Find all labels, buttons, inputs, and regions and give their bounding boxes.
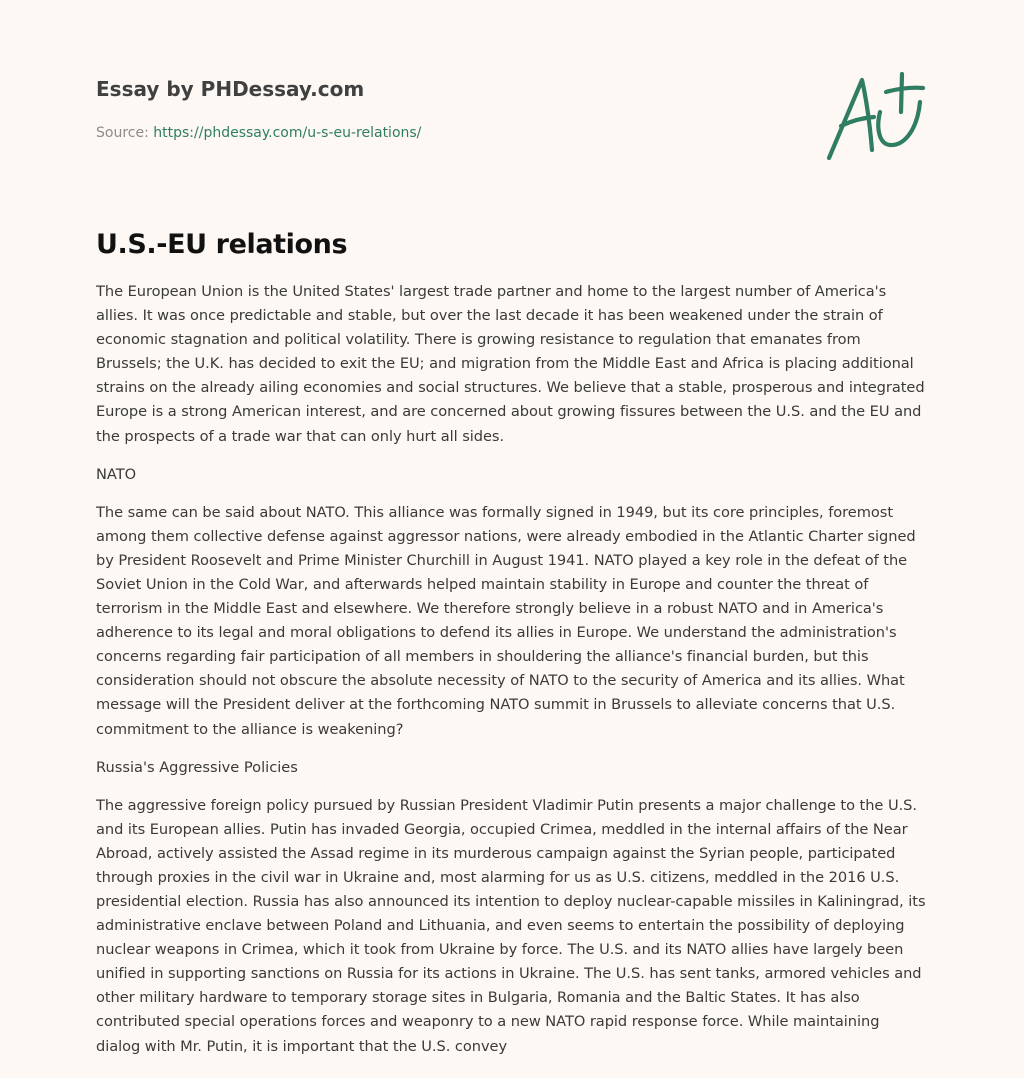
a-plus-logo-icon — [824, 66, 928, 164]
paragraph-nato: The same can be said about NATO. This alliance was formally signed in 1949, but its core principles, foremost among them collective defense against aggressor nations, were already embodied in the Atlantic Charter signed by President Roosevelt and Prime Minister Churchill in August 1941. NATO played a key role in the defeat of the Soviet Union in the Cold War, and afterwards helped maintain stability in Europe and counter the threat of terrorism in the Middle East and elsewhere. We therefore strongly believe in a robust NATO and in America's adherence to its legal and moral obligations to defend its allies in Europe. We understand the administration's concerns regarding fair participation of all members in shouldering the alliance's financial burden, but this consideration should not obscure the absolute necessity of NATO to the security of America and its allies. What message will the President deliver at the forthcoming NATO summit in Brussels to alleviate concerns that U.S. commitment to the alliance is weakening? — [96, 503, 916, 738]
source-label: Source: — [96, 125, 154, 141]
article-title: U.S.-EU relations — [96, 229, 348, 260]
page-header — [96, 74, 928, 184]
source-link[interactable]: https://phdessay.com/u-s-eu-relations/ — [153, 125, 422, 141]
paragraph-intro: The European Union is the United States' largest trade partner and home to the largest number of America's allies. It was once predictable and stable, but over the last decade it has been weakened under the strain of economic stagnation and political volatility. There is growing resistance to regulation that emanates from Brussels; the U.K. has decided to exit the EU; and migration from the Middle East and Africa is placing additional strains on the already ailing economies and social structures. We believe that a stable, prosperous and integrated Europe is a strong American interest, and are concerned about growing fissures between the U.S. and the EU and the prospects of a trade war that can only hurt all sides. — [96, 283, 925, 445]
paragraph-russia: The aggressive foreign policy pursued by Russian President Vladimir Putin presents a major challenge to the U.S. and its European allies. Putin has invaded Georgia, occupied Crimea, meddled in the internal affairs of the Near Abroad, actively assisted the Assad regime in its murderous campaign against the Syrian people, participated through proxies in the civil war in Ukraine and, most alarming for us as U.S. citizens, meddled in the 2016 U.S. presidential election. Russia has also announced its intention to deploy nuclear-capable missiles in Kaliningrad, its administrative enclave between Poland and Lithuania, and even seems to entertain the possibility of deploying nuclear weapons in Crimea, which it took from Ukraine by force. The U.S. and its NATO allies have largely been unified in supporting sanctions on Russia for its actions in Ukraine. The U.S. has sent tanks, armored vehicles and other military hardware to temporary storage sites in Bulgaria, Romania and the Baltic States. It has also contributed special operations forces and weaponry to a new NATO rapid response force. While maintaining dialog with Mr. Putin, it is important that the U.S. convey — [96, 796, 926, 1055]
section-heading-russia: Russia's Aggressive Policies — [96, 758, 298, 776]
section-heading-nato: NATO — [96, 465, 137, 483]
site-brand: Essay by PHDessay.com — [96, 77, 365, 101]
article — [96, 226, 928, 1073]
source-line — [96, 124, 421, 142]
